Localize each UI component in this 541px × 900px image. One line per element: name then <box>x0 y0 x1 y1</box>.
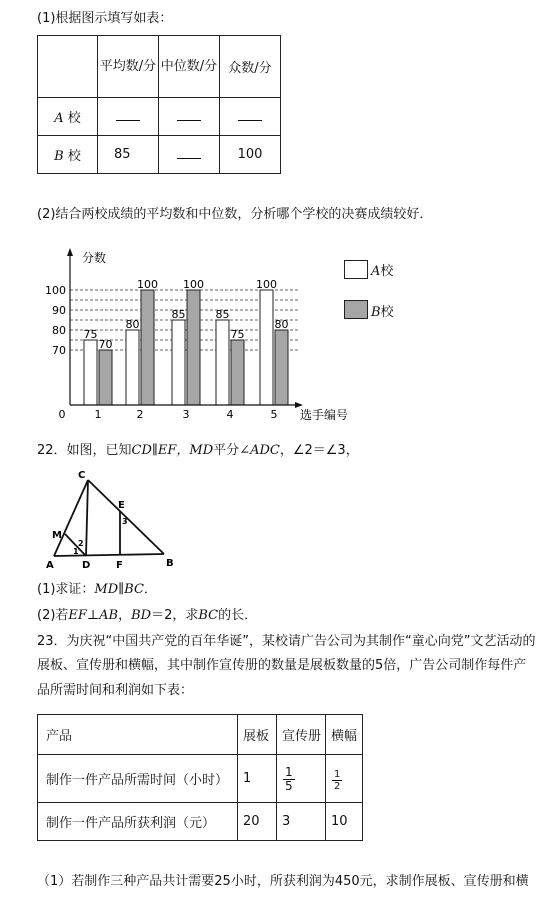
answer-blank <box>116 108 140 121</box>
profit-banner: 10 <box>326 803 363 841</box>
bar <box>187 290 200 405</box>
a-median-cell <box>159 98 220 136</box>
x-tick-label: 1 <box>94 408 102 421</box>
bar <box>216 320 229 405</box>
data-label: 75 <box>83 328 98 341</box>
answer-blank <box>238 108 262 121</box>
row-label-b: B 校 <box>38 136 98 174</box>
angle-1: 1 <box>73 547 79 556</box>
header-product: 产品 <box>38 715 238 755</box>
angle-3: 3 <box>122 517 128 526</box>
header-median: 中位数/分 <box>159 36 220 98</box>
y-tick-label: 100 <box>45 284 66 297</box>
y-tick-label: 80 <box>52 324 66 337</box>
geometry-figure <box>44 468 184 573</box>
profit-board: 20 <box>238 803 277 841</box>
legend-label-b: B校 <box>371 305 394 320</box>
legend-swatch-b <box>344 300 368 319</box>
y-tick-label: 90 <box>52 304 66 317</box>
label-b: B <box>166 558 174 569</box>
legend-label-a: A校 <box>371 264 394 279</box>
b-median-cell <box>159 136 220 174</box>
q1-heading: (1)根据图示填写如表： <box>37 11 173 26</box>
bar <box>260 290 273 405</box>
bar <box>99 350 112 405</box>
label-c: C <box>78 470 86 481</box>
stats-table-corner <box>38 36 98 98</box>
a-mode-cell <box>220 98 281 136</box>
row-time-label: 制作一件产品所需时间（小时） <box>38 755 238 803</box>
q22-part1: (1)求证：MD∥BC． <box>37 582 157 597</box>
header-board: 展板 <box>238 715 277 755</box>
x-tick-label: 3 <box>182 408 190 421</box>
bar <box>84 340 97 405</box>
fraction-one-fifth: $\frac{1}{5}$ <box>285 764 293 793</box>
data-label: 75 <box>230 328 245 341</box>
y-tick-label: 70 <box>52 344 66 357</box>
legend-swatch-a <box>344 260 368 279</box>
row-label-a: A 校 <box>38 98 98 136</box>
bar <box>126 330 139 405</box>
label-e: E <box>118 500 125 511</box>
label-f: F <box>116 560 123 571</box>
data-label: 70 <box>98 338 113 351</box>
header-mean: 平均数/分 <box>98 36 159 98</box>
q2-text: (2)结合两校成绩的平均数和中位数，分析哪个学校的决赛成绩较好． <box>37 207 433 222</box>
bar <box>275 330 288 405</box>
answer-blank <box>177 108 201 121</box>
y-axis-arrow <box>67 248 73 256</box>
stats-table <box>37 35 281 174</box>
q22-part2: (2)若EF⊥AB，BD＝2，求BC的长． <box>37 608 258 623</box>
fraction-one-half: $\frac{1}{2}$ <box>334 768 341 792</box>
x-tick-label: 2 <box>136 408 144 421</box>
data-label: 80 <box>125 318 140 331</box>
data-label: 85 <box>171 308 186 321</box>
time-banner <box>326 755 363 803</box>
segment-ab <box>54 554 164 556</box>
q22-intro: 22．如图，已知CD∥EF，MD平分∠ADC，∠2＝∠3， <box>37 443 359 458</box>
header-mode: 众数/分 <box>220 36 281 98</box>
header-banner: 横幅 <box>326 715 363 755</box>
header-booklet: 宣传册 <box>277 715 326 755</box>
label-m: M <box>52 530 62 541</box>
bar <box>141 290 154 405</box>
bar <box>231 340 244 405</box>
b-mean-cell: 85 <box>98 136 159 174</box>
product-table <box>37 714 363 841</box>
x-tick-label: 5 <box>270 408 278 421</box>
time-board: 1 <box>238 755 277 803</box>
angle-2: 2 <box>78 539 84 548</box>
q23-line1: 23．为庆祝“中国共产党的百年华诞”，某校请广告公司为其制作“童心向党”文艺活动的 <box>37 634 536 649</box>
bar <box>172 320 185 405</box>
segment-cd <box>86 480 88 556</box>
q23-line2: 展板、宣传册和横幅，其中制作宣传册的数量是展板数量的5倍，广告公司制作每件产 <box>37 658 527 673</box>
x-axis-title: 选手编号 <box>300 408 349 422</box>
time-booklet <box>277 755 326 803</box>
row-profit-label: 制作一件产品所获利润（元） <box>38 803 238 841</box>
origin-label: 0 <box>58 408 66 421</box>
x-tick-label: 4 <box>226 408 234 421</box>
a-mean-cell <box>98 98 159 136</box>
profit-booklet: 3 <box>277 803 326 841</box>
label-d: D <box>82 560 91 571</box>
y-axis-title: 分数 <box>82 251 107 265</box>
b-mode-cell: 100 <box>220 136 281 174</box>
data-label: 80 <box>274 318 289 331</box>
data-label: 100 <box>137 278 158 291</box>
data-label: 100 <box>256 278 277 291</box>
data-label: 85 <box>215 308 230 321</box>
q23-line3: 品所需时间和利润如下表： <box>37 683 194 698</box>
answer-blank <box>177 146 201 159</box>
label-a: A <box>46 560 54 571</box>
data-label: 100 <box>183 278 204 291</box>
q23-part1: （1）若制作三种产品共计需要25小时，所获利润为450元，求制作展板、宣传册和横 <box>37 874 529 889</box>
